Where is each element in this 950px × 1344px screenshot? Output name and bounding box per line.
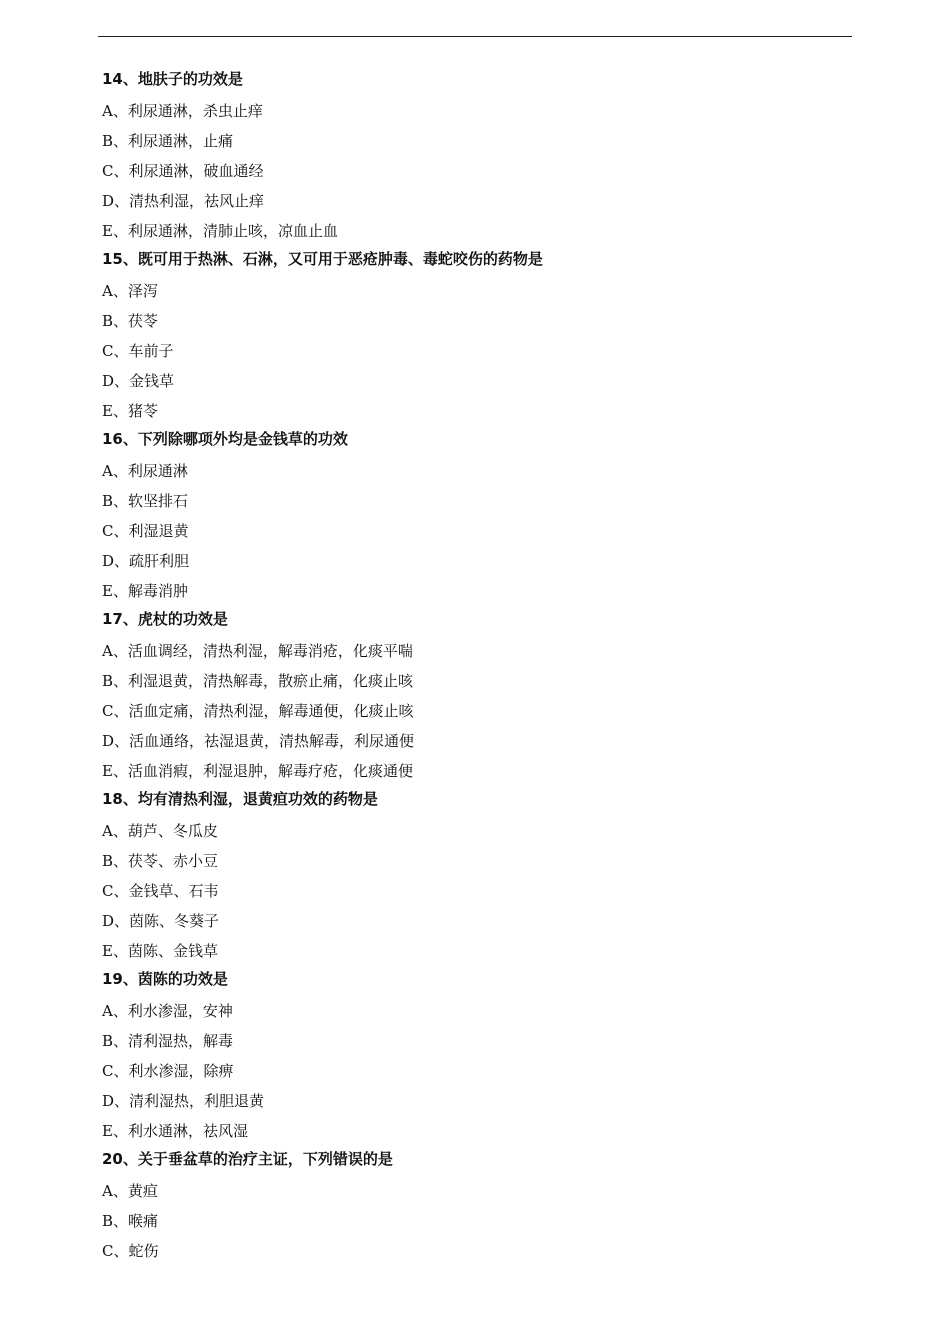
- option-a: A、利尿通淋，杀虫止痒: [102, 102, 263, 120]
- option-a: A、黄疸: [102, 1182, 158, 1200]
- question-14: [102, 66, 842, 246]
- option-e: E、活血消瘕，利湿退肿，解毒疗疮，化痰通便: [102, 762, 413, 780]
- option-d: D、疏肝利胆: [102, 552, 190, 570]
- option-c: C、车前子: [102, 342, 174, 360]
- option-d: D、金钱草: [102, 372, 175, 390]
- option-a: A、活血调经，清热利湿，解毒消疮，化痰平喘: [102, 642, 413, 660]
- option-a: A、利尿通淋: [102, 462, 188, 480]
- question-18: [102, 786, 842, 966]
- option-d: D、活血通络，祛湿退黄，清热解毒，利尿通便: [102, 732, 415, 750]
- option-c: C、金钱草、石韦: [102, 882, 219, 900]
- option-b: B、茯苓、赤小豆: [102, 852, 219, 870]
- question-20: [102, 1146, 842, 1266]
- option-e: E、利尿通淋，清肺止咳，凉血止血: [102, 222, 338, 240]
- option-e: E、解毒消肿: [102, 582, 188, 600]
- header-rule: [98, 36, 852, 37]
- question-17: [102, 606, 842, 786]
- option-a: A、泽泻: [102, 282, 158, 300]
- option-b: B、清利湿热，解毒: [102, 1032, 234, 1050]
- option-e: E、茵陈、金钱草: [102, 942, 218, 960]
- option-b: B、喉痛: [102, 1212, 159, 1230]
- question-title: 18、均有清热利湿，退黄疸功效的药物是: [102, 790, 378, 808]
- option-b: B、利湿退黄，清热解毒，散瘀止痛，化痰止咳: [102, 672, 414, 690]
- option-c: C、利水渗湿，除痹: [102, 1062, 234, 1080]
- option-b: B、软坚排石: [102, 492, 189, 510]
- option-c: C、利湿退黄: [102, 522, 189, 540]
- question-list: [102, 66, 842, 1266]
- question-title: 16、下列除哪项外均是金钱草的功效: [102, 430, 348, 448]
- option-a: A、葫芦、冬瓜皮: [102, 822, 218, 840]
- option-c: C、蛇伤: [102, 1242, 159, 1260]
- question-title: 15、既可用于热淋、石淋，又可用于恶疮肿毒、毒蛇咬伤的药物是: [102, 250, 543, 268]
- question-title: 17、虎杖的功效是: [102, 610, 228, 628]
- question-15: [102, 246, 842, 426]
- option-d: D、茵陈、冬葵子: [102, 912, 220, 930]
- question-title: 20、关于垂盆草的治疗主证，下列错误的是: [102, 1150, 393, 1168]
- question-16: [102, 426, 842, 606]
- option-e: E、猪苓: [102, 402, 158, 420]
- option-d: D、清热利湿，祛风止痒: [102, 192, 265, 210]
- question-title: 19、茵陈的功效是: [102, 970, 228, 988]
- option-b: B、茯苓: [102, 312, 159, 330]
- option-c: C、利尿通淋，破血通经: [102, 162, 264, 180]
- option-d: D、清利湿热，利胆退黄: [102, 1092, 265, 1110]
- option-c: C、活血定痛，清热利湿，解毒通便，化痰止咳: [102, 702, 414, 720]
- option-a: A、利水渗湿，安神: [102, 1002, 233, 1020]
- question-title: 14、地肤子的功效是: [102, 70, 243, 88]
- option-e: E、利水通淋，祛风湿: [102, 1122, 248, 1140]
- question-19: [102, 966, 842, 1146]
- option-b: B、利尿通淋，止痛: [102, 132, 234, 150]
